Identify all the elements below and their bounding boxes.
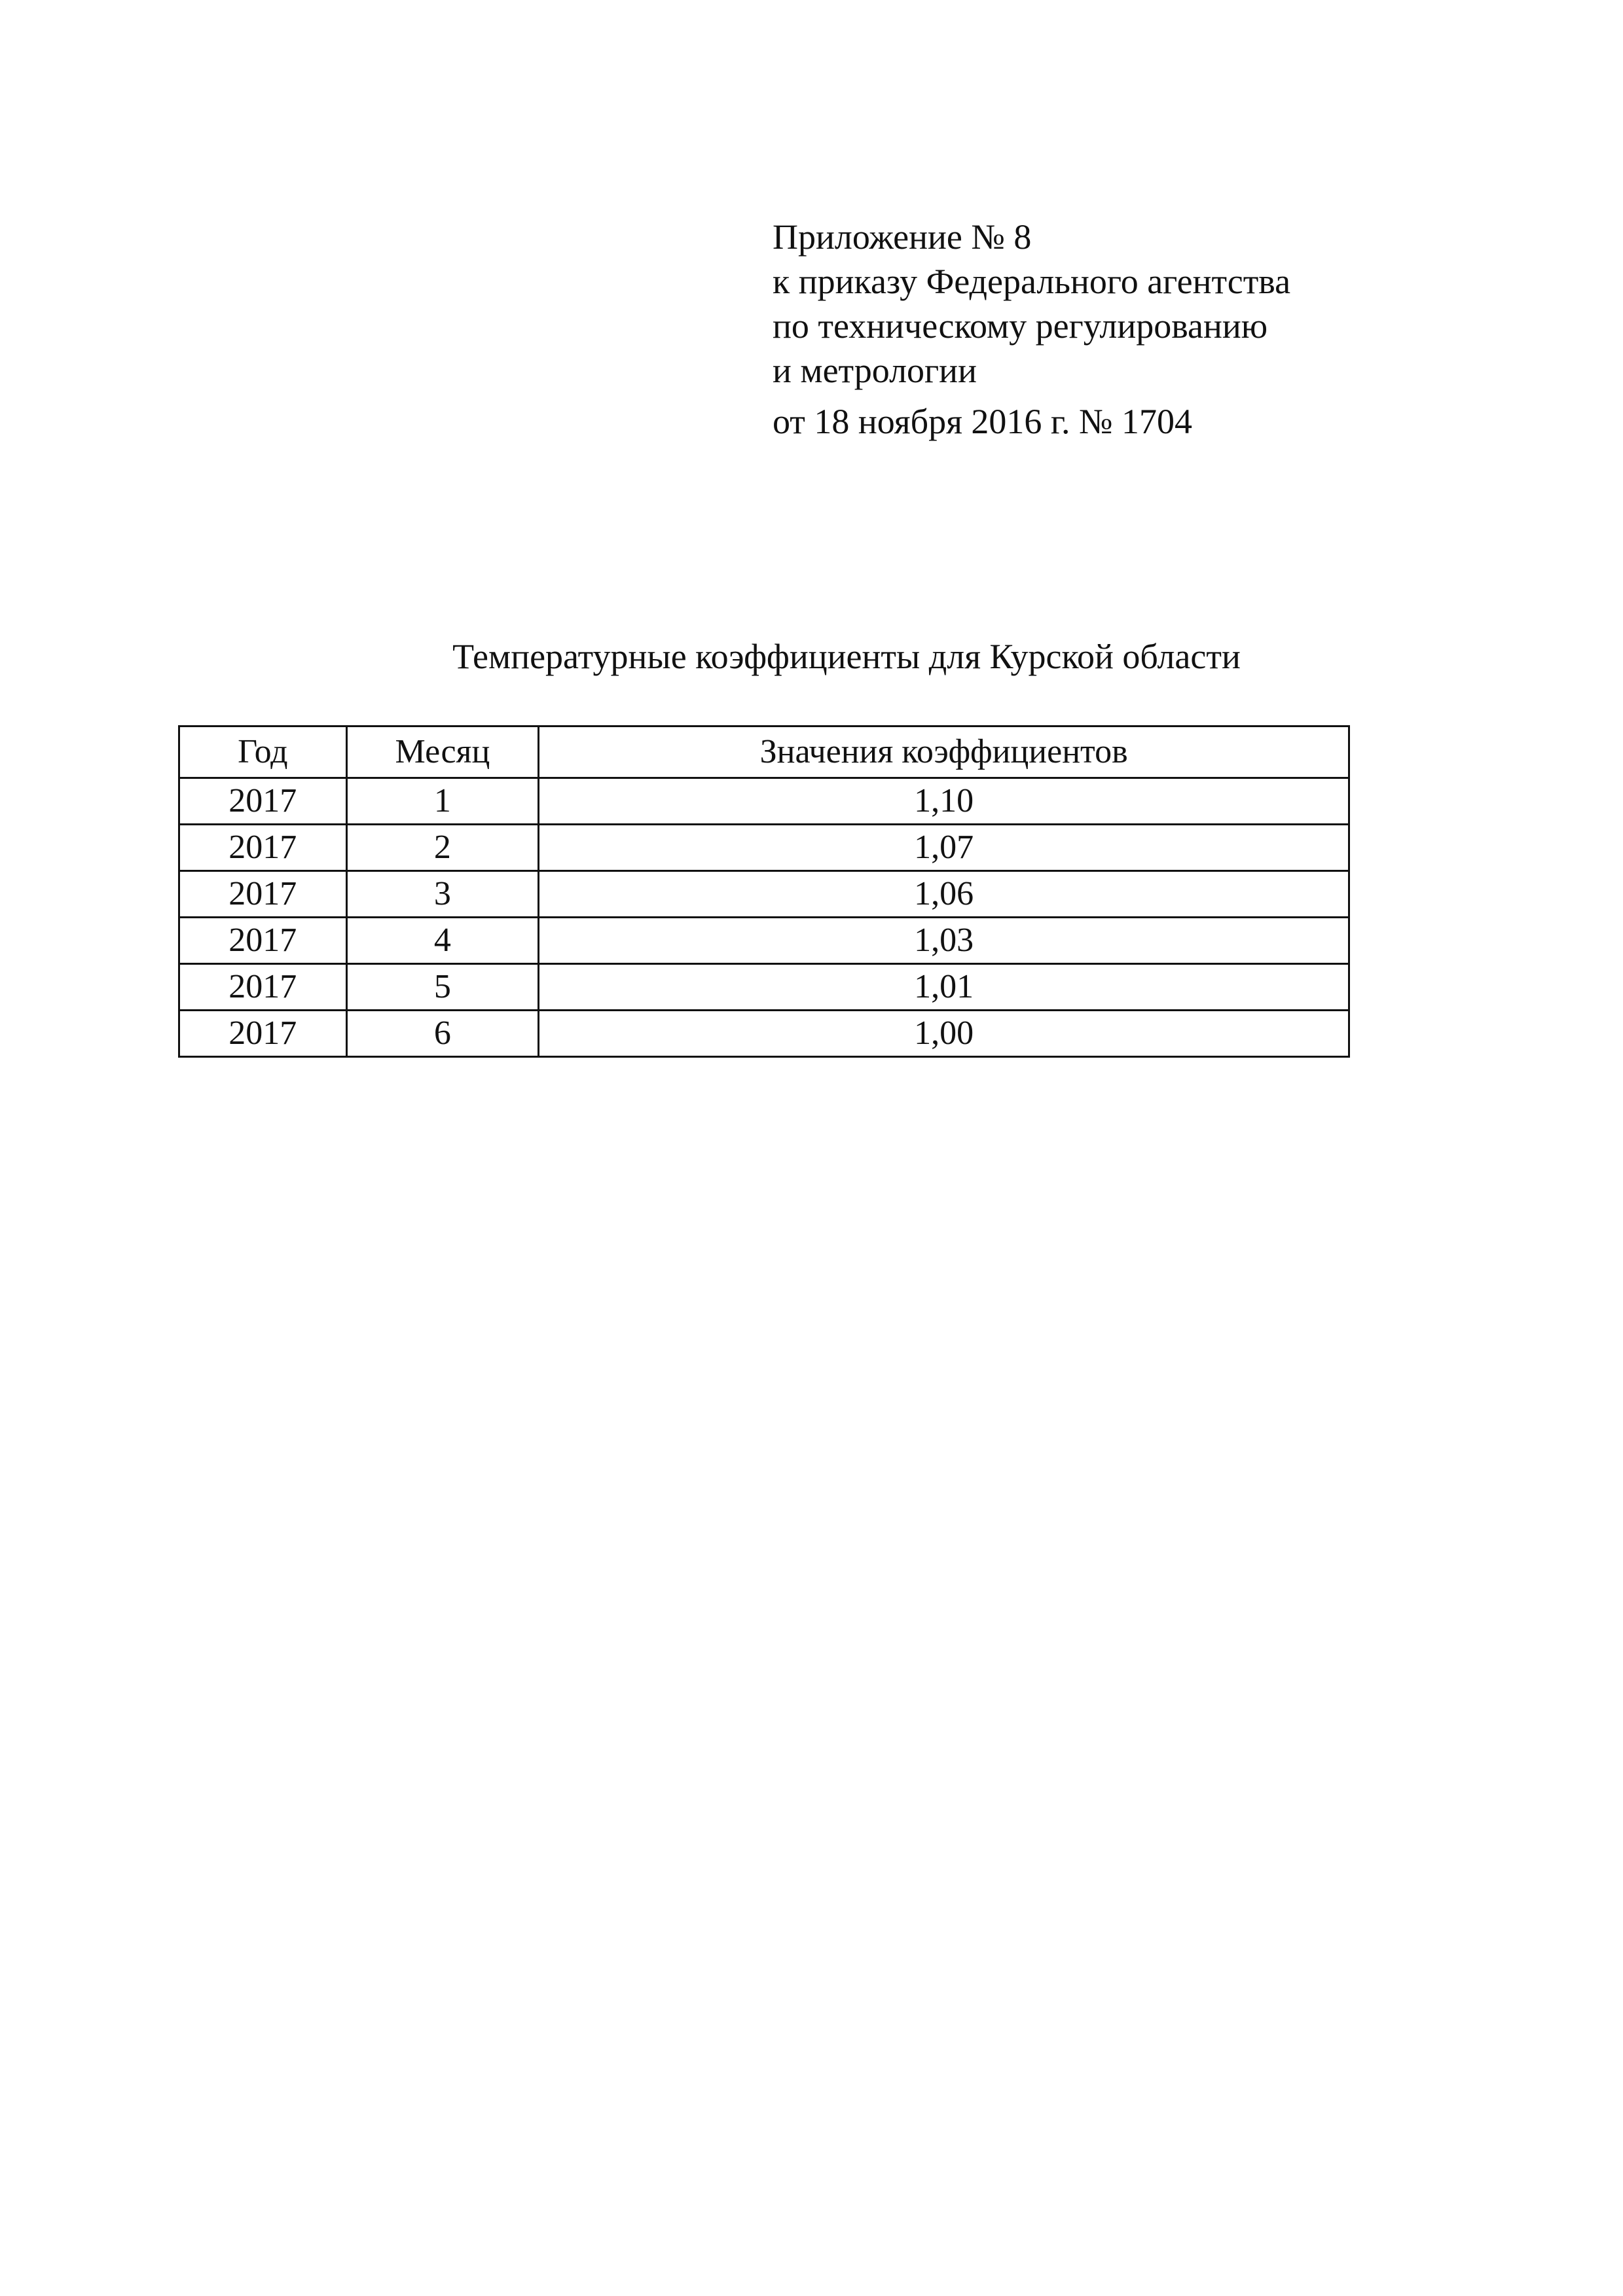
document-title — [0, 634, 1623, 679]
coefficients-table — [178, 725, 1350, 1058]
annex-order-line: к приказу Федерального агентства — [773, 262, 1291, 301]
annex-agency-line: по техническому регулированию — [773, 306, 1268, 346]
header-month: Месяц — [346, 726, 539, 778]
table-row — [179, 918, 1349, 964]
annex-metrology-line: и метрологии — [773, 351, 977, 390]
annex-header — [773, 215, 1290, 444]
cell-month: 4 — [346, 918, 539, 964]
cell-value: 1,00 — [539, 1011, 1349, 1057]
header-year: Год — [179, 726, 347, 778]
table-header-row — [179, 726, 1349, 778]
cell-year: 2017 — [179, 871, 347, 918]
cell-month: 5 — [346, 964, 539, 1011]
document-title-text: Температурные коэффициенты для Курской области — [452, 637, 1241, 676]
table-row — [179, 871, 1349, 918]
cell-month: 2 — [346, 825, 539, 871]
cell-value: 1,10 — [539, 778, 1349, 825]
cell-month: 6 — [346, 1011, 539, 1057]
table-row — [179, 964, 1349, 1011]
cell-year: 2017 — [179, 918, 347, 964]
cell-month: 1 — [346, 778, 539, 825]
cell-value: 1,06 — [539, 871, 1349, 918]
cell-value: 1,03 — [539, 918, 1349, 964]
cell-value: 1,01 — [539, 964, 1349, 1011]
cell-year: 2017 — [179, 778, 347, 825]
cell-year: 2017 — [179, 964, 347, 1011]
annex-date-line: от 18 ноября 2016 г. № 1704 — [773, 402, 1192, 441]
cell-year: 2017 — [179, 825, 347, 871]
table-row — [179, 778, 1349, 825]
table-row — [179, 1011, 1349, 1057]
annex-number: Приложение № 8 — [773, 217, 1032, 257]
header-value: Значения коэффициентов — [539, 726, 1349, 778]
cell-month: 3 — [346, 871, 539, 918]
cell-value: 1,07 — [539, 825, 1349, 871]
cell-year: 2017 — [179, 1011, 347, 1057]
table-row — [179, 825, 1349, 871]
